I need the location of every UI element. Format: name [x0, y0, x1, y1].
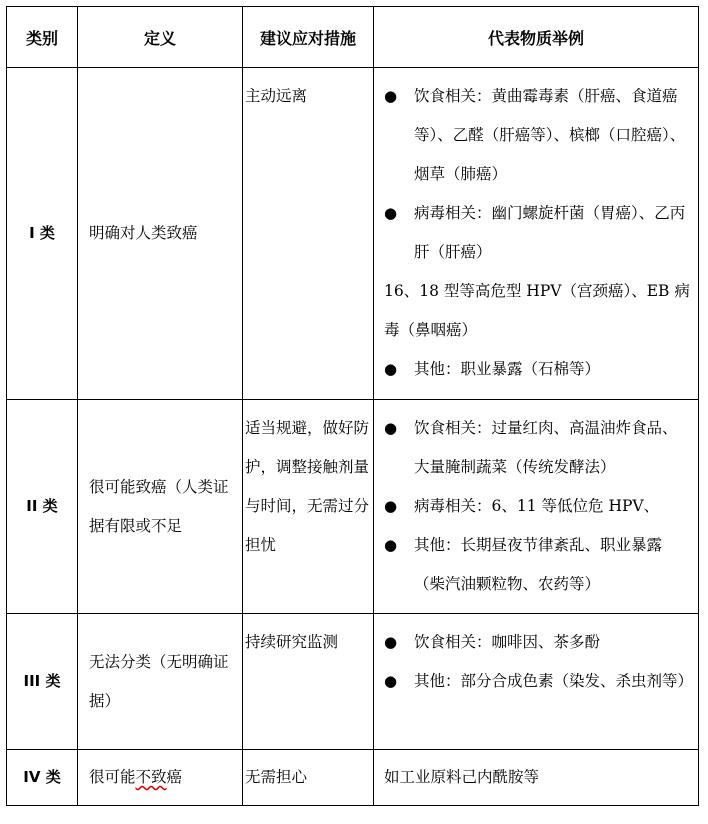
definition-cell [78, 750, 243, 806]
definition-cell: 无法分类（无明确证据） [78, 614, 243, 750]
bullet-icon: ● [384, 419, 398, 437]
header-definition: 定义 [78, 7, 243, 68]
table-row [7, 400, 699, 614]
carcinogen-classification-table [6, 6, 699, 806]
bullet-icon: ● [384, 672, 398, 690]
table-row [7, 614, 699, 750]
header-action: 建议应对措施 [243, 7, 374, 68]
header-row [7, 7, 699, 68]
example-text: 饮食相关：黄曲霉毒素（肝癌、食道癌等）、乙醛（肝癌等）、槟榔（口腔癌）、烟草（肺癌） [414, 87, 686, 183]
list-item [384, 77, 692, 194]
example-text: 病毒相关：幽门螺旋杆菌（胃癌）、乙丙肝（肝癌） [414, 204, 686, 261]
list-item [384, 662, 692, 701]
action-cell: 无需担心 [243, 750, 374, 806]
definition-prefix: 很可能 [89, 768, 136, 786]
category-cell: III 类 [7, 614, 78, 750]
table-row [7, 750, 699, 806]
example-text: 其他：部分合成色素（染发、杀虫剂等） [414, 672, 694, 690]
list-item [384, 526, 692, 604]
header-category: 类别 [7, 7, 78, 68]
definition-cell: 明确对人类致癌 [78, 68, 243, 400]
bullet-icon: ● [384, 204, 398, 222]
example-text: 饮食相关：过量红肉、高温油炸食品、大量腌制蔬菜（传统发酵法） [414, 419, 678, 476]
table-row [7, 68, 699, 400]
bullet-icon: ● [384, 536, 398, 554]
definition-suffix: 癌 [166, 768, 183, 786]
category-cell: IV 类 [7, 750, 78, 806]
list-item [384, 623, 692, 662]
definition-cell: 很可能致癌（人类证据有限或不足 [78, 400, 243, 614]
action-cell: 适当规避，做好防护，调整接触剂量与时间，无需过分担忧 [243, 400, 374, 614]
list-item: 16、18 型等高危型 HPV（宫颈癌）、EB 病毒（鼻咽癌） [384, 282, 690, 339]
list-item [384, 487, 692, 526]
examples-cell [374, 614, 699, 750]
example-text: 病毒相关：6、11 等低位危 HPV、 [414, 497, 660, 515]
example-text: 其他：长期昼夜节律紊乱、职业暴露（柴汽油颗粒物、农药等） [414, 536, 663, 593]
list-item [384, 350, 692, 389]
action-cell: 主动远离 [243, 68, 374, 400]
bullet-icon: ● [384, 87, 398, 105]
bullet-icon: ● [384, 360, 398, 378]
list-item [384, 409, 692, 487]
bullet-icon: ● [384, 497, 398, 515]
examples-cell [374, 400, 699, 614]
category-cell: II 类 [7, 400, 78, 614]
header-examples: 代表物质举例 [374, 7, 699, 68]
examples-cell [374, 68, 699, 400]
list-item [384, 194, 692, 272]
examples-cell: 如工业原料己内酰胺等 [374, 750, 699, 806]
spellcheck-marked-text: 不致 [135, 768, 167, 786]
example-text: 其他：职业暴露（石棉等） [414, 360, 601, 378]
action-cell: 持续研究监测 [243, 614, 374, 750]
example-text: 饮食相关：咖啡因、茶多酚 [414, 633, 601, 651]
bullet-icon: ● [384, 633, 398, 651]
category-cell: I 类 [7, 68, 78, 400]
